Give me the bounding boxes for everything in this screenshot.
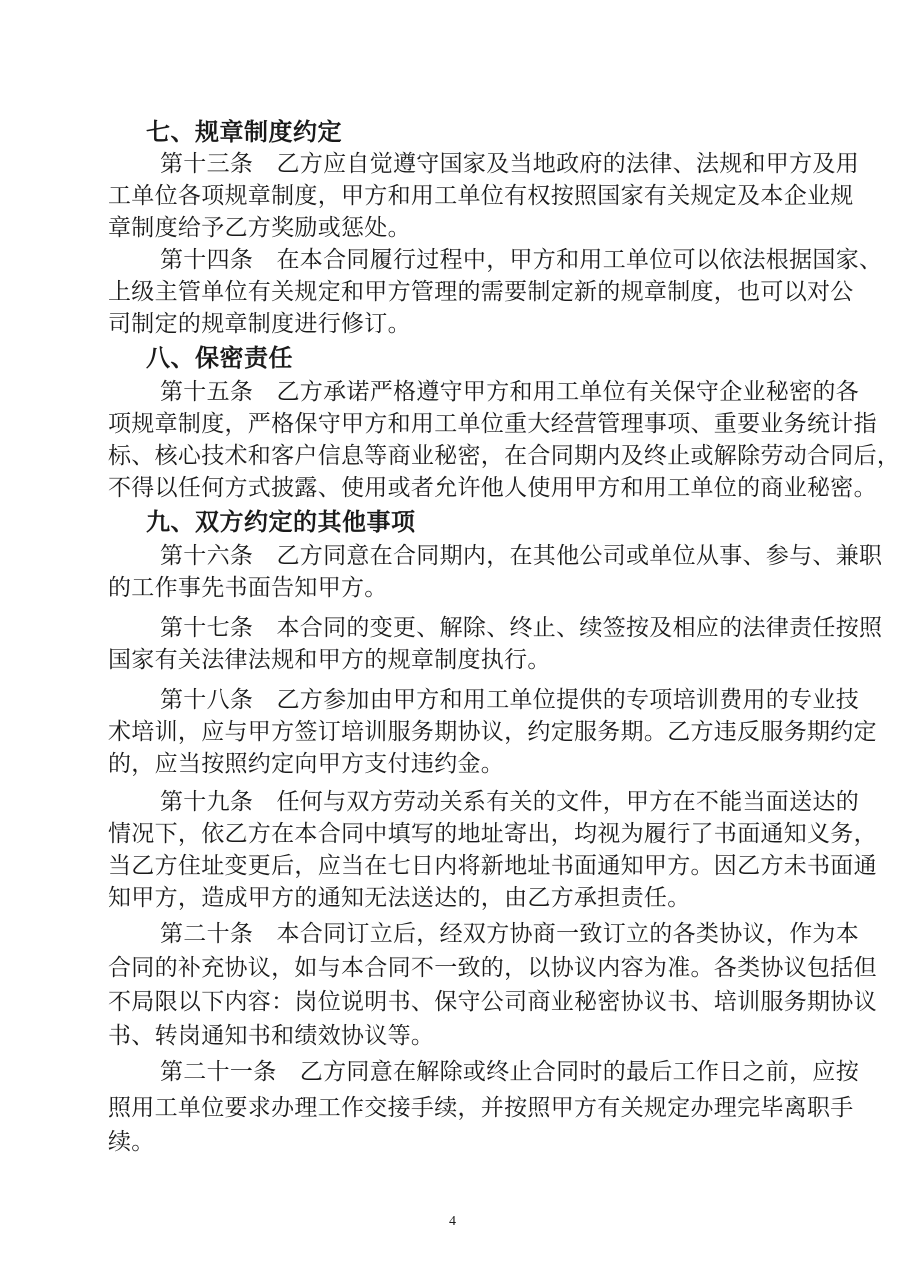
section-heading: 七、规章制度约定 — [146, 117, 342, 146]
paragraph-line: 的工作事先书面告知甲方。 — [108, 575, 388, 601]
paragraph-line: 第十八条 乙方参加由甲方和用工单位提供的专项培训费用的专业技 — [160, 687, 859, 713]
paragraph-line: 书、转岗通知书和绩效协议等。 — [108, 1023, 435, 1049]
paragraph-line: 续。 — [108, 1129, 155, 1155]
paragraph-line: 第十五条 乙方承诺严格遵守甲方和用工单位有关保守企业秘密的各 — [160, 379, 859, 405]
paragraph-line: 第二十一条 乙方同意在解除或终止合同时的最后工作日之前，应按 — [160, 1059, 859, 1085]
paragraph-line: 第十七条 本合同的变更、解除、终止、续签按及相应的法律责任按照 — [160, 615, 883, 641]
paragraph-line: 不得以任何方式披露、使用或者允许他人使用甲方和用工单位的商业秘密。 — [108, 475, 877, 501]
paragraph-line: 司制定的规章制度进行修订。 — [108, 311, 411, 337]
paragraph-line: 第十三条 乙方应自觉遵守国家及当地政府的法律、法规和甲方及用 — [160, 151, 859, 177]
paragraph-line: 情况下，依乙方在本合同中填写的地址寄出，均视为履行了书面通知义务， — [108, 821, 877, 847]
paragraph-line: 第十六条 乙方同意在合同期内，在其他公司或单位从事、参与、兼职 — [160, 543, 883, 569]
section-heading: 八、保密责任 — [146, 343, 293, 372]
paragraph-line: 第十九条 任何与双方劳动关系有关的文件，甲方在不能当面送达的 — [160, 789, 859, 815]
paragraph-line: 不局限以下内容：岗位说明书、保守公司商业秘密协议书、培训服务期协议 — [108, 989, 877, 1015]
paragraph-line: 照用工单位要求办理工作交接手续，并按照甲方有关规定办理完毕离职手 — [108, 1095, 854, 1121]
paragraph-line: 知甲方，造成甲方的通知无法送达的，由乙方承担责任。 — [108, 885, 691, 911]
paragraph-line: 标、核心技术和客户信息等商业秘密，在合同期内及终止或解除劳动合同后， — [108, 443, 901, 469]
page-number: 4 — [449, 1214, 456, 1229]
paragraph-line: 术培训，应与甲方签订培训服务期协议，约定服务期。乙方违反服务期约定 — [108, 719, 877, 745]
paragraph-line: 章制度给予乙方奖励或惩处。 — [108, 215, 411, 241]
paragraph-line: 的，应当按照约定向甲方支付违约金。 — [108, 751, 505, 777]
paragraph-line: 当乙方住址变更后，应当在七日内将新地址书面通知甲方。因乙方未书面通 — [108, 853, 877, 879]
paragraph-line: 项规章制度，严格保守甲方和用工单位重大经营管理事项、重要业务统计指 — [108, 411, 877, 437]
paragraph-line: 第二十条 本合同订立后，经双方协商一致订立的各类协议，作为本 — [160, 921, 859, 947]
paragraph-line: 上级主管单位有关规定和甲方管理的需要制定新的规章制度，也可以对公 — [108, 279, 854, 305]
paragraph-line: 第十四条 在本合同履行过程中，甲方和用工单位可以依法根据国家、 — [160, 247, 883, 273]
section-heading: 九、双方约定的其他事项 — [146, 507, 416, 536]
paragraph-line: 合同的补充协议，如与本合同不一致的，以协议内容为准。各类协议包括但 — [108, 955, 877, 981]
paragraph-line: 工单位各项规章制度，甲方和用工单位有权按照国家有关规定及本企业规 — [108, 183, 854, 209]
paragraph-line: 国家有关法律法规和甲方的规章制度执行。 — [108, 647, 551, 673]
